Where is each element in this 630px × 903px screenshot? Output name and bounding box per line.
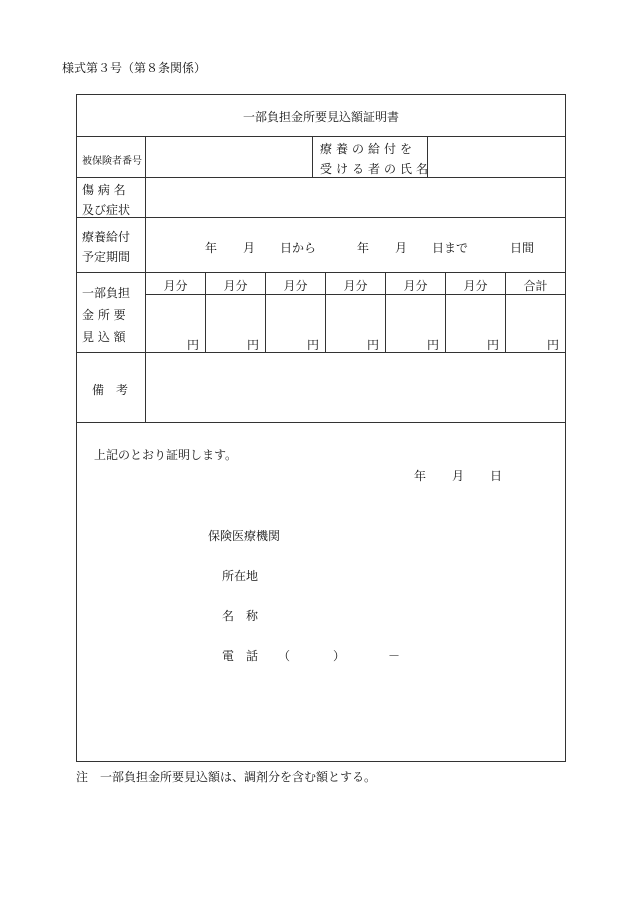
period-days: 日間 bbox=[510, 241, 535, 255]
cert-year: 年 bbox=[414, 469, 427, 483]
address-label: 所在地 bbox=[222, 569, 259, 583]
illness-label-line2: 及び症状 bbox=[82, 203, 131, 217]
month-header: 月分 bbox=[223, 279, 248, 293]
remarks-label: 備 考 bbox=[92, 383, 129, 397]
illness-label-line1: 傷 病 名 bbox=[82, 183, 126, 197]
month-header: 月分 bbox=[163, 279, 188, 293]
rule-after-period bbox=[76, 272, 566, 273]
amount-label-line2: 金 所 要 bbox=[82, 308, 126, 322]
yen-unit: 円 bbox=[426, 338, 439, 352]
form-number: 様式第３号（第８条関係） bbox=[62, 61, 207, 75]
month-header: 月分 bbox=[343, 279, 368, 293]
rule-after-month-headers bbox=[145, 294, 566, 295]
insured-number-field[interactable] bbox=[146, 137, 312, 177]
amount-label-line1: 一部負担 bbox=[82, 286, 131, 300]
recipient-label-line1: 療養の給付を bbox=[320, 142, 417, 156]
name-label: 名 称 bbox=[222, 609, 259, 623]
period-label-line2: 予定期間 bbox=[82, 250, 131, 264]
recipient-label-line2: 受ける者の氏名 bbox=[320, 162, 433, 176]
certification-text: 上記のとおり証明します。 bbox=[94, 448, 238, 462]
period-end-day: 日まで bbox=[432, 241, 469, 255]
rule-after-remarks bbox=[76, 422, 566, 423]
period-end-year: 年 bbox=[357, 241, 370, 255]
cert-day: 日 bbox=[490, 469, 503, 483]
period-label-line1: 療養給付 bbox=[82, 230, 131, 244]
form-title: 一部負担金所要見込額証明書 bbox=[242, 110, 399, 124]
yen-unit: 円 bbox=[306, 338, 319, 352]
phone-open-paren: （ bbox=[278, 649, 291, 663]
recipient-label-left-divider bbox=[312, 136, 313, 177]
month-header: 月分 bbox=[283, 279, 308, 293]
period-end-month: 月 bbox=[395, 241, 408, 255]
illness-field[interactable] bbox=[146, 178, 565, 217]
period-start-day: 日から bbox=[280, 241, 317, 255]
month-header: 月分 bbox=[403, 279, 428, 293]
insured-number-label: 被保険者番号 bbox=[82, 156, 142, 167]
yen-unit: 円 bbox=[366, 338, 379, 352]
phone-label: 電 話 bbox=[222, 649, 259, 663]
recipient-name-field[interactable] bbox=[428, 137, 565, 177]
cert-month: 月 bbox=[452, 469, 465, 483]
remarks-field[interactable] bbox=[146, 353, 565, 421]
rule-after-illness bbox=[76, 217, 566, 218]
amount-label-line3: 見 込 額 bbox=[82, 330, 126, 344]
total-header: 合計 bbox=[523, 279, 548, 293]
period-start-month: 月 bbox=[243, 241, 256, 255]
yen-unit: 円 bbox=[486, 338, 499, 352]
month-header: 月分 bbox=[463, 279, 488, 293]
institution-label: 保険医療機関 bbox=[208, 529, 281, 543]
yen-unit: 円 bbox=[186, 338, 199, 352]
phone-close-paren: ） bbox=[333, 649, 346, 663]
period-start-year: 年 bbox=[205, 241, 218, 255]
yen-unit: 円 bbox=[546, 338, 559, 352]
footnote: 注 一部負担金所要見込額は、調剤分を含む額とする。 bbox=[76, 770, 377, 784]
yen-unit: 円 bbox=[246, 338, 259, 352]
phone-dash: － bbox=[388, 649, 401, 663]
